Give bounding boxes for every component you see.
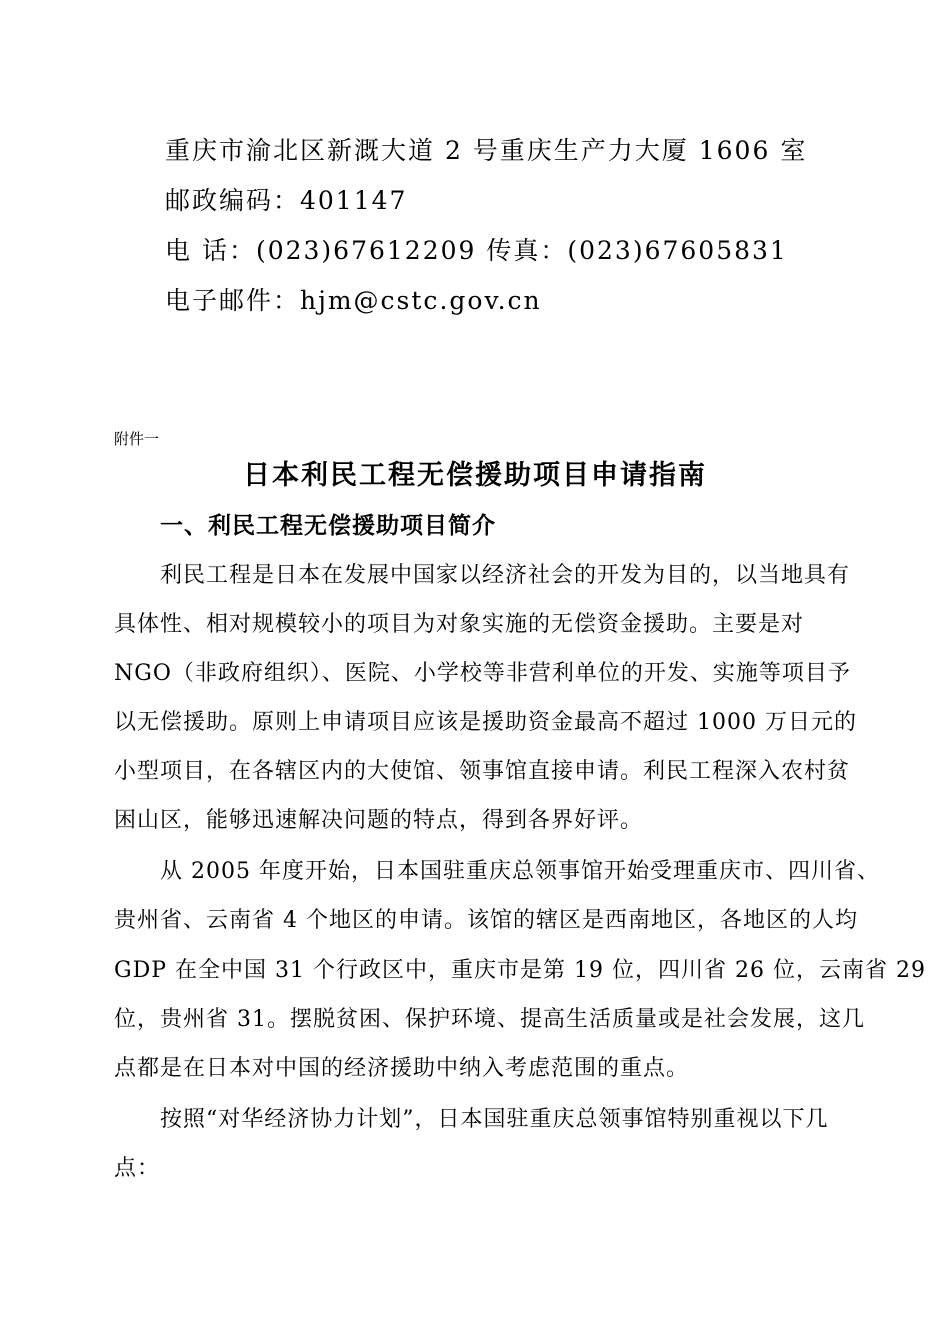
paragraph-line: GDP 在全中国 31 个行政区中，重庆市是第 19 位，四川省 26 位，云南省 29 xyxy=(114,958,926,983)
contact-address: 重庆市渝北区新溉大道 2 号重庆生产力大厦 1606 室 xyxy=(165,136,808,165)
contact-phone-fax: 电 话：(023)67612209 传真：(023)67605831 xyxy=(165,236,788,265)
paragraph-line: 位，贵州省 31。摆脱贫困、保护环境、提高生活质量或是社会发展，这几 xyxy=(114,1007,865,1032)
section-heading: 一、利民工程无偿援助项目简介 xyxy=(160,513,496,539)
attachment-label: 附件一 xyxy=(114,430,160,448)
paragraph-line: 以无偿援助。原则上申请项目应该是援助资金最高不超过 1000 万日元的 xyxy=(114,710,857,735)
paragraph-line: 点都是在日本对中国的经济援助中纳入考虑范围的重点。 xyxy=(114,1056,690,1081)
paragraph-line: 贵州省、云南省 4 个地区的申请。该馆的辖区是西南地区，各地区的人均 xyxy=(114,908,858,933)
document-title: 日本利民工程无偿援助项目申请指南 xyxy=(243,460,707,491)
paragraph-line: 按照“对华经济协力计划”，日本国驻重庆总领事馆特别重视以下几 xyxy=(160,1107,829,1132)
paragraph-line: 困山区，能够迅速解决问题的特点，得到各界好评。 xyxy=(114,808,644,833)
contact-postcode: 邮政编码：401147 xyxy=(165,186,408,215)
paragraph-line: 利民工程是日本在发展中国家以经济社会的开发为目的，以当地具有 xyxy=(160,563,851,588)
paragraph-line: 具体性、相对规模较小的项目为对象实施的无偿资金援助。主要是对 xyxy=(114,612,805,637)
paragraph-line: 从 2005 年度开始，日本国驻重庆总领事馆开始受理重庆市、四川省、 xyxy=(160,859,880,884)
paragraph-line: 小型项目，在各辖区内的大使馆、领事馆直接申请。利民工程深入农村贫 xyxy=(114,759,851,784)
paragraph-line: NGO（非政府组织）、医院、小学校等非营利单位的开发、实施等项目予 xyxy=(114,661,851,686)
paragraph-line: 点： xyxy=(114,1156,161,1181)
contact-email: 电子邮件：hjm@cstc.gov.cn xyxy=(165,286,542,315)
